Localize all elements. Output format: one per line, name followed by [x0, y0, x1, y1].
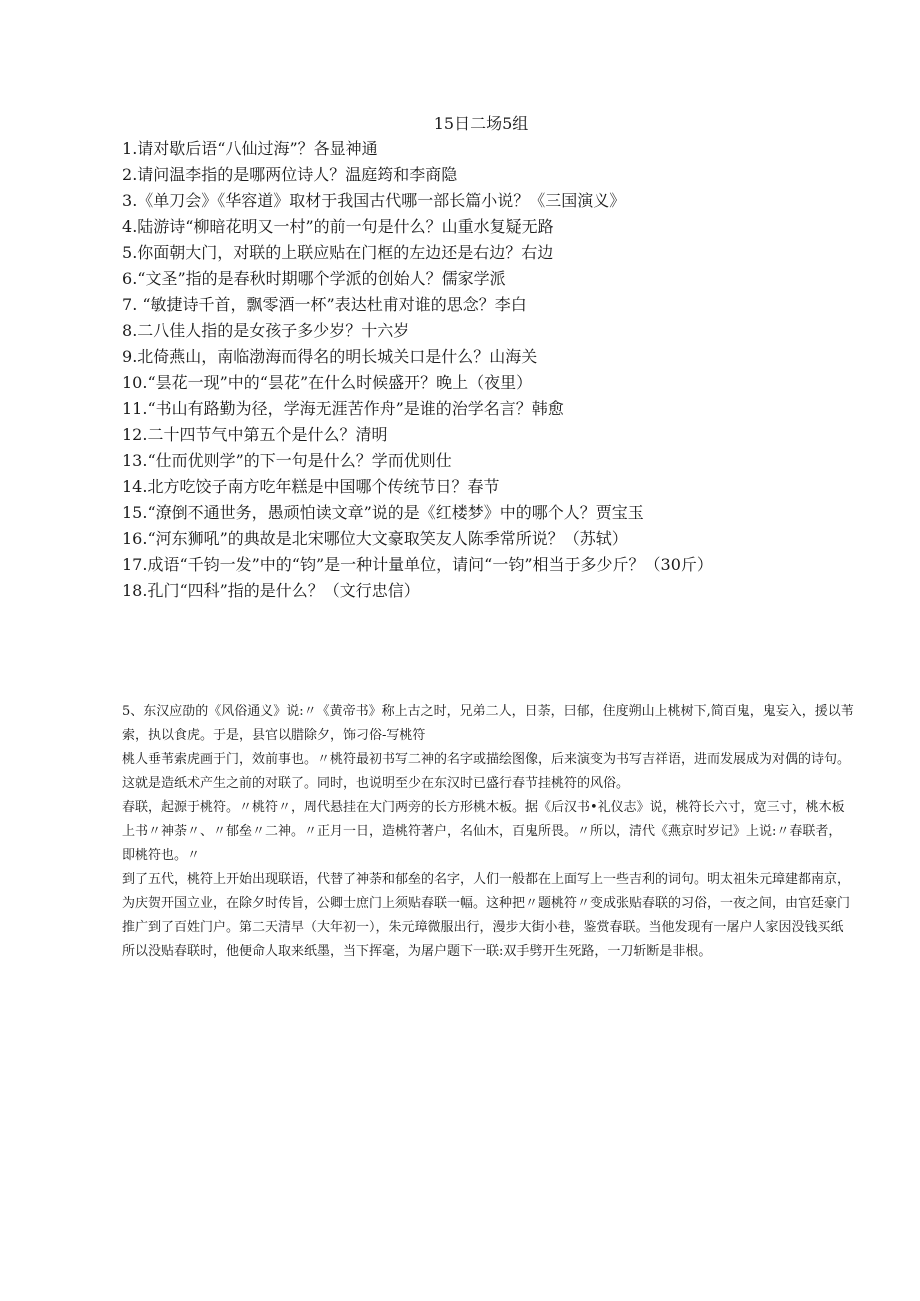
list-item [122, 240, 852, 266]
question-number: 15 [122, 503, 143, 522]
list-item [122, 396, 852, 422]
question-number: 10 [122, 373, 143, 392]
question-text: . “敏捷诗千首，飘零酒一杯”表达杜甫对谁的思念？李白 [132, 295, 527, 314]
question-number: 1 [122, 139, 133, 158]
question-number: 13 [122, 451, 143, 470]
question-text: .“文圣”指的是春秋时期哪个学派的创始人？儒家学派 [132, 269, 506, 288]
question-number: 7 [122, 295, 133, 314]
list-item [122, 162, 852, 188]
list-item [122, 422, 852, 448]
question-text: .“昙花一现”中的“昙花”在什么时候盛开？晚上（夜里） [142, 373, 533, 392]
question-text: .你面朝大门，对联的上联应贴在门框的左边还是右边？右边 [132, 243, 554, 262]
question-text: .《单刀会》《华容道》取材于我国古代哪一部长篇小说？《三国演义》 [132, 191, 626, 210]
question-text: .孔门“四科”指的是什么？（文行忠信） [142, 581, 420, 600]
question-text: .成语“千钧一发”中的“钧”是一种计量单位，请问“一钧”相当于多少斤？（30斤） [142, 555, 713, 574]
page-title: 15日二场5组 [433, 114, 529, 133]
question-text: .“仕而优则学”的下一句是什么？学而优则仕 [142, 451, 452, 470]
essay-paragraph: 桃人垂苇索虎画于门，效前事也。〃桃符最初书写二神的名字或描绘图像，后来演变为书写吉祥语，进而发展成为对偶的诗句。这就是造纸术产生之前的对联了。同时，也说明至少在东汉时已盛行春节挂桃符的风俗。 [122, 752, 851, 791]
question-text: .北倚燕山，南临渤海而得名的明长城关口是什么？山海关 [132, 347, 538, 366]
question-number: 5 [122, 243, 133, 262]
question-number: 11 [122, 399, 143, 418]
essay-paragraph: 5、东汉应劭的《风俗通义》说:〃《黄帝书》称上古之时，兄弟二人，日荼，曰郁，住度朔山上桃树下,简百鬼，鬼妄入，援以苇索，执以食虎。于是，县官以腊除夕，饰刁俗-写桃符 [122, 704, 854, 743]
question-number: 14 [122, 477, 143, 496]
question-number: 12 [122, 425, 143, 444]
list-item [122, 318, 852, 344]
question-number: 9 [122, 347, 133, 366]
list-item [122, 526, 852, 552]
list-item [122, 292, 852, 318]
list-item [122, 370, 852, 396]
list-item [122, 214, 852, 240]
question-text: .陆游诗“柳暗花明又一村”的前一句是什么？山重水复疑无路 [132, 217, 554, 236]
question-text: .北方吃饺子南方吃年糕是中国哪个传统节日？春节 [142, 477, 500, 496]
essay-paragraph: 春联，起源于桃符。〃桃符〃，周代悬挂在大门两旁的长方形桃木板。据《后汉书•礼仪志》说，桃符长六寸，宽三寸，桃木板上书〃神荼〃、〃郁垒〃二神。〃正月一日，造桃符著户，名仙木，百鬼所畏。〃所以，清代《燕京时岁记》上说:〃春联者，即桃符也。〃 [122, 800, 845, 863]
list-item [122, 136, 852, 162]
question-number: 2 [122, 165, 133, 184]
essay-section [122, 700, 854, 964]
question-list [122, 136, 852, 604]
question-number: 4 [122, 217, 133, 236]
question-number: 17 [122, 555, 143, 574]
question-number: 16 [122, 529, 143, 548]
list-item [122, 266, 852, 292]
list-item [122, 448, 852, 474]
question-number: 8 [122, 321, 133, 340]
question-text: .“潦倒不通世务，愚顽怕读文章”说的是《红楼梦》中的哪个人？贾宝玉 [142, 503, 644, 522]
question-text: .二十四节气中第五个是什么？清明 [142, 425, 388, 444]
list-item [122, 552, 852, 578]
question-number: 6 [122, 269, 133, 288]
list-item [122, 500, 852, 526]
question-text: .请对歇后语“八仙过海”？各显神通 [132, 139, 378, 158]
essay-paragraph: 到了五代，桃符上开始出现联语，代替了神荼和郁垒的名字，人们一般都在上面写上一些吉利的词句。明太祖朱元璋建都南京，为庆贺开国立业，在除夕时传旨，公卿士庶门上须贴春联一幅。这种把〃题桃符〃变成张贴春联的习俗，一夜之间，由官廷豪门推广到了百姓门户。第二天清早（大年初一），朱元璋微服出行，漫步大街小巷，鉴赏春联。当他发现有一屠户人家因没钱买纸所以没贴春联时，他便命人取来纸墨，当下挥毫，为屠户题下一联:双手劈开生死路，一刀斩断是非根。 [122, 872, 851, 959]
question-number: 3 [122, 191, 133, 210]
question-text: .请问温李指的是哪两位诗人？温庭筠和李商隐 [132, 165, 458, 184]
list-item [122, 578, 852, 604]
question-text: .“书山有路勤为径，学海无涯苦作舟”是谁的治学名言？韩愈 [142, 399, 564, 418]
question-number: 18 [122, 581, 143, 600]
question-text: .“河东狮吼”的典故是北宋哪位大文豪取笑友人陈季常所说？（苏轼） [142, 529, 628, 548]
list-item [122, 344, 852, 370]
list-item [122, 188, 852, 214]
list-item [122, 474, 852, 500]
question-text: .二八佳人指的是女孩子多少岁？十六岁 [132, 321, 410, 340]
